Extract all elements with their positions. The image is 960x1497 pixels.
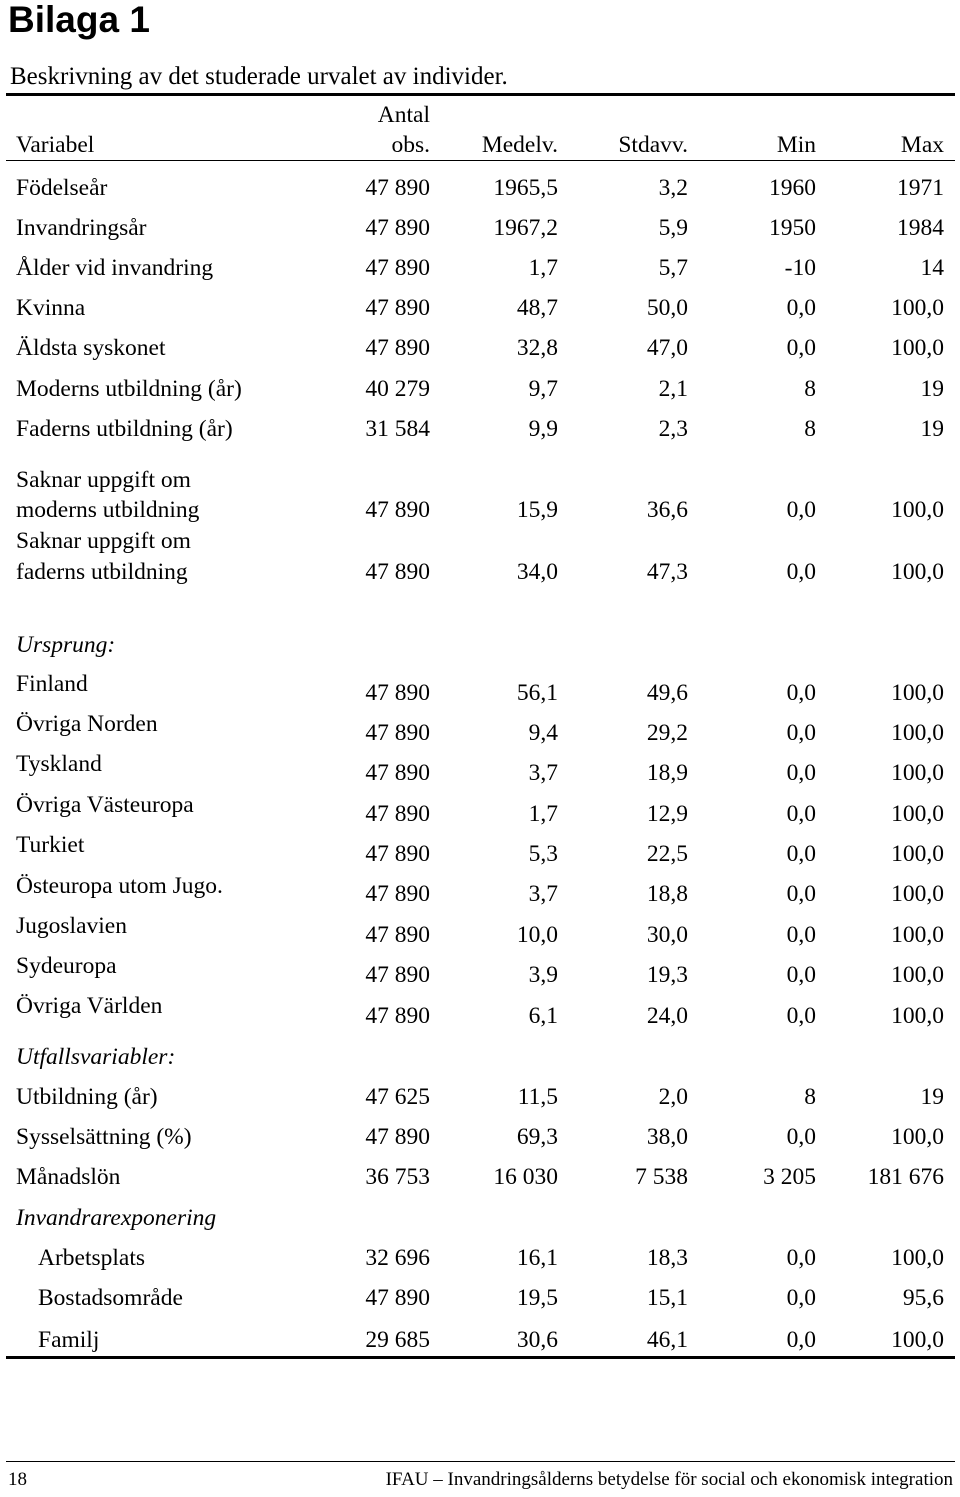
cell-mean: 15,9: [516, 497, 558, 523]
row-label: Invandringsår: [16, 215, 147, 241]
table-caption: Beskrivning av det studerade urvalet av individer.: [10, 63, 508, 90]
cell-n: 47 625: [365, 1084, 430, 1110]
cell-n: 47 890: [365, 720, 430, 746]
table-row: [0, 748, 960, 794]
cell-mean: 5,3: [528, 841, 558, 867]
section-title-exposure: Invandrarexponering: [16, 1205, 217, 1231]
cell-sd: 7 538: [635, 1164, 688, 1190]
cell-mean: 16 030: [493, 1164, 558, 1190]
cell-sd: 2,3: [658, 416, 688, 442]
row-label: Födelseår: [16, 175, 108, 201]
cell-max: 100,0: [891, 881, 944, 907]
section-title-outcomes: Utfallsvariabler:: [16, 1044, 176, 1070]
header-medelv: Medelv.: [481, 132, 558, 158]
cell-sd: 2,1: [658, 376, 688, 402]
cell-n: 47 890: [365, 841, 430, 867]
cell-max: 100,0: [891, 720, 944, 746]
cell-max: 100,0: [891, 841, 944, 867]
cell-min: 0,0: [786, 680, 816, 706]
row-label: Sysselsättning (%): [16, 1124, 192, 1150]
cell-sd: 18,3: [646, 1245, 688, 1271]
cell-mean: 1,7: [528, 801, 558, 827]
cell-sd: 5,9: [658, 215, 688, 241]
cell-min: 0,0: [786, 1285, 816, 1311]
cell-min: 3 205: [763, 1164, 816, 1190]
cell-sd: 5,7: [658, 255, 688, 281]
cell-n: 40 279: [365, 376, 430, 402]
cell-n: 47 890: [365, 1003, 430, 1029]
cell-min: 0,0: [786, 1245, 816, 1271]
table-row: [0, 526, 960, 588]
cell-sd: 3,2: [658, 175, 688, 201]
cell-n: 47 890: [365, 295, 430, 321]
table-row: [0, 829, 960, 875]
row-label: Kvinna: [16, 295, 86, 321]
table-row: [0, 1081, 960, 1113]
cell-min: 0,0: [786, 497, 816, 523]
row-label-line1: Saknar uppgift om: [16, 467, 191, 493]
cell-mean: 3,9: [528, 962, 558, 988]
table-row: [0, 373, 960, 405]
cell-n: 47 890: [365, 1285, 430, 1311]
cell-min: 0,0: [786, 801, 816, 827]
cell-n: 47 890: [365, 335, 430, 361]
cell-max: 19: [920, 376, 944, 402]
cell-sd: 24,0: [646, 1003, 688, 1029]
cell-n: 47 890: [365, 1124, 430, 1150]
cell-max: 100,0: [891, 1124, 944, 1150]
cell-max: 100,0: [891, 962, 944, 988]
cell-min: 0,0: [786, 841, 816, 867]
header-variabel: Variabel: [16, 132, 95, 158]
cell-n: 31 584: [365, 416, 430, 442]
cell-min: 8: [804, 376, 816, 402]
cell-min: 0,0: [786, 720, 816, 746]
cell-sd: 36,6: [646, 497, 688, 523]
row-label: Månadslön: [16, 1164, 121, 1190]
table-row: [0, 212, 960, 244]
cell-max: 1984: [897, 215, 944, 241]
row-label: Faderns utbildning (år): [16, 416, 233, 442]
cell-max: 19: [920, 416, 944, 442]
cell-n: 47 890: [365, 922, 430, 948]
cell-sd: 18,8: [646, 881, 688, 907]
cell-sd: 30,0: [646, 922, 688, 948]
row-label: Övriga Västeuropa: [16, 792, 194, 818]
cell-sd: 47,3: [646, 559, 688, 585]
header-antal-top: Antal: [377, 102, 430, 128]
cell-max: 100,0: [891, 1327, 944, 1353]
cell-mean: 1,7: [528, 255, 558, 281]
row-label: Jugoslavien: [16, 913, 127, 939]
cell-mean: 3,7: [528, 881, 558, 907]
cell-mean: 6,1: [528, 1003, 558, 1029]
cell-max: 1971: [897, 175, 944, 201]
cell-n: 47 890: [365, 559, 430, 585]
row-label: Övriga Världen: [16, 993, 163, 1019]
cell-sd: 29,2: [646, 720, 688, 746]
header-stdavv: Stdavv.: [618, 132, 688, 158]
cell-sd: 18,9: [646, 760, 688, 786]
table-row: [0, 252, 960, 284]
table-row: [0, 292, 960, 324]
footer-rule: [6, 1461, 955, 1462]
cell-sd: 46,1: [646, 1327, 688, 1353]
cell-sd: 38,0: [646, 1124, 688, 1150]
cell-min: 0,0: [786, 962, 816, 988]
cell-n: 47 890: [365, 962, 430, 988]
row-label: Östeuropa utom Jugo.: [16, 873, 223, 899]
cell-min: 0,0: [786, 559, 816, 585]
bottom-rule: [6, 1356, 955, 1359]
cell-sd: 47,0: [646, 335, 688, 361]
cell-n: 47 890: [365, 760, 430, 786]
cell-sd: 22,5: [646, 841, 688, 867]
top-rule: [6, 93, 955, 96]
row-label: Bostadsområde: [38, 1285, 183, 1311]
cell-mean: 9,9: [528, 416, 558, 442]
cell-sd: 50,0: [646, 295, 688, 321]
cell-n: 36 753: [365, 1164, 430, 1190]
cell-min: 1960: [769, 175, 816, 201]
table-row: [0, 1282, 960, 1314]
cell-min: 8: [804, 1084, 816, 1110]
cell-min: 0,0: [786, 295, 816, 321]
row-label: Sydeuropa: [16, 953, 117, 979]
cell-sd: 12,9: [646, 801, 688, 827]
row-label: Ålder vid invandring: [16, 255, 214, 281]
cell-min: 8: [804, 416, 816, 442]
table-row: [0, 1161, 960, 1193]
row-label-line2: moderns utbildning: [16, 497, 200, 523]
row-label-line1: Saknar uppgift om: [16, 528, 191, 554]
row-label: Äldsta syskonet: [16, 335, 166, 361]
cell-min: 0,0: [786, 922, 816, 948]
cell-min: 0,0: [786, 1003, 816, 1029]
cell-max: 100,0: [891, 1003, 944, 1029]
header-min: Min: [776, 132, 816, 158]
table-row: [0, 1121, 960, 1153]
cell-n: 47 890: [365, 215, 430, 241]
cell-mean: 1965,5: [493, 175, 558, 201]
cell-n: 47 890: [365, 175, 430, 201]
header-antal-bottom: obs.: [391, 132, 430, 158]
cell-n: 47 890: [365, 255, 430, 281]
row-label: Turkiet: [16, 832, 85, 858]
row-label: Övriga Norden: [16, 711, 158, 737]
cell-max: 100,0: [891, 760, 944, 786]
cell-max: 181 676: [867, 1164, 944, 1190]
cell-max: 19: [920, 1084, 944, 1110]
cell-max: 100,0: [891, 1245, 944, 1271]
table-row: [0, 172, 960, 204]
page-number: 18: [8, 1469, 27, 1490]
cell-min: 0,0: [786, 335, 816, 361]
cell-n: 47 890: [365, 680, 430, 706]
cell-mean: 3,7: [528, 760, 558, 786]
cell-mean: 30,6: [516, 1327, 558, 1353]
footer-text: IFAU – Invandringsålderns betydelse för social och ekonomisk integration: [385, 1469, 953, 1490]
cell-n: 47 890: [365, 881, 430, 907]
cell-mean: 11,5: [517, 1084, 558, 1110]
cell-n: 29 685: [365, 1327, 430, 1353]
table-row: [0, 332, 960, 364]
cell-mean: 56,1: [516, 680, 558, 706]
table-row: [0, 990, 960, 1036]
page-heading: Bilaga 1: [8, 0, 150, 40]
row-label: Finland: [16, 671, 88, 697]
cell-mean: 10,0: [516, 922, 558, 948]
cell-max: 100,0: [891, 335, 944, 361]
cell-sd: 19,3: [646, 962, 688, 988]
cell-sd: 49,6: [646, 680, 688, 706]
cell-sd: 15,1: [646, 1285, 688, 1311]
row-label: Moderns utbildning (år): [16, 376, 242, 402]
table-row: [0, 1324, 960, 1356]
cell-max: 95,6: [902, 1285, 944, 1311]
cell-max: 100,0: [891, 922, 944, 948]
row-label: Arbetsplats: [38, 1245, 146, 1271]
row-label-line2: faderns utbildning: [16, 559, 188, 585]
cell-max: 100,0: [891, 801, 944, 827]
cell-max: 100,0: [891, 559, 944, 585]
cell-n: 47 890: [365, 801, 430, 827]
cell-n: 47 890: [365, 497, 430, 523]
cell-mean: 69,3: [516, 1124, 558, 1150]
cell-max: 100,0: [891, 680, 944, 706]
cell-max: 14: [920, 255, 944, 281]
cell-max: 100,0: [891, 497, 944, 523]
cell-mean: 1967,2: [493, 215, 558, 241]
cell-n: 32 696: [365, 1245, 430, 1271]
table-row: [0, 1242, 960, 1274]
cell-mean: 16,1: [516, 1245, 558, 1271]
cell-min: 0,0: [786, 1124, 816, 1150]
cell-mean: 34,0: [516, 559, 558, 585]
table-row: [0, 465, 960, 527]
table-row: [0, 413, 960, 445]
section-title-origin: Ursprung:: [16, 632, 116, 658]
cell-mean: 19,5: [516, 1285, 558, 1311]
cell-min: 0,0: [786, 1327, 816, 1353]
row-label: Utbildning (år): [16, 1084, 158, 1110]
cell-mean: 9,7: [528, 376, 558, 402]
cell-mean: 9,4: [528, 720, 558, 746]
cell-sd: 2,0: [658, 1084, 688, 1110]
header-max: Max: [900, 132, 944, 158]
cell-mean: 32,8: [516, 335, 558, 361]
cell-min: -10: [784, 255, 816, 281]
cell-max: 100,0: [891, 295, 944, 321]
cell-min: 0,0: [786, 881, 816, 907]
cell-mean: 48,7: [516, 295, 558, 321]
row-label: Familj: [38, 1327, 100, 1353]
cell-min: 1950: [769, 215, 816, 241]
header-rule: [6, 160, 955, 161]
row-label: Tyskland: [16, 751, 102, 777]
cell-min: 0,0: [786, 760, 816, 786]
